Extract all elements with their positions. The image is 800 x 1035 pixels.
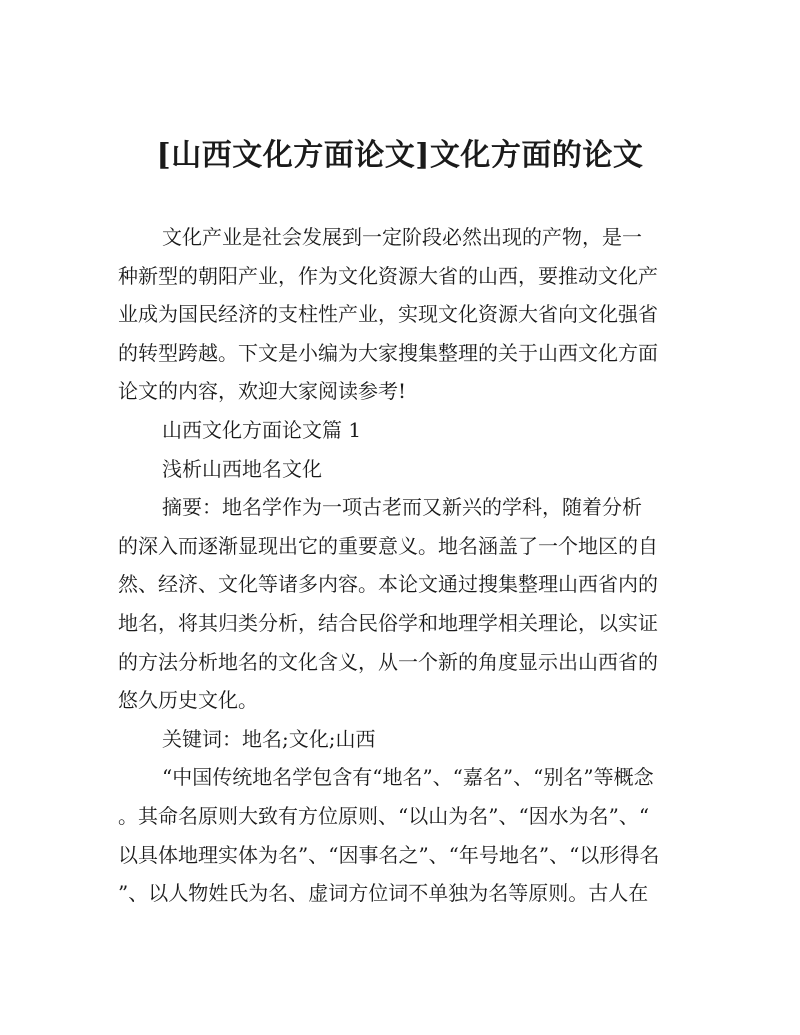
intro-line: 文化产业是社会发展到一定阶段必然出现的产物，是一: [162, 225, 642, 249]
abstract-line: 的深入而逐渐显现出它的重要意义。地名涵盖了一个地区的自: [118, 533, 658, 558]
article-title: 浅析山西地名文化: [162, 456, 322, 481]
intro-line: 的转型跨越。下文是小编为大家搜集整理的关于山西文化方面: [118, 340, 658, 365]
abstract-line: 摘要：地名学作为一项古老而又新兴的学科，随着分析: [162, 495, 642, 520]
document-title: [山西文化方面论文]文化方面的论文: [156, 138, 644, 173]
body-line: 以具体地理实体为名”、“因事名之”、“年号地名”、“以形得名: [118, 842, 660, 867]
intro-line: 论文的内容，欢迎大家阅读参考!: [118, 379, 407, 404]
section-heading: 山西文化方面论文篇 1: [162, 417, 362, 442]
keywords: 关键词：地名;文化;山西: [162, 726, 376, 751]
body-line: “中国传统地名学包含有“地名”、“嘉名”、“别名”等概念: [162, 765, 654, 790]
abstract-line: 地名，将其归类分析，结合民俗学和地理学相关理论，以实证: [118, 610, 658, 635]
abstract-line: 然、经济、文化等诸多内容。本论文通过搜集整理山西省内的: [118, 572, 658, 597]
document-body: [118, 218, 682, 913]
abstract-line: 的方法分析地名的文化含义，从一个新的角度显示出山西省的: [118, 649, 658, 674]
intro-line: 种新型的朝阳产业，作为文化资源大省的山西，要推动文化产: [118, 263, 658, 288]
body-line: 。其命名原则大致有方位原则、“以山为名”、“因水为名”、“: [118, 803, 650, 828]
body-line: ”、以人物姓氏为名、虚词方位词不单独为名等原则。古人在: [118, 881, 649, 906]
intro-line: 业成为国民经济的支柱性产业，实现文化资源大省向文化强省: [118, 302, 658, 327]
abstract-line: 悠久历史文化。: [118, 688, 258, 713]
